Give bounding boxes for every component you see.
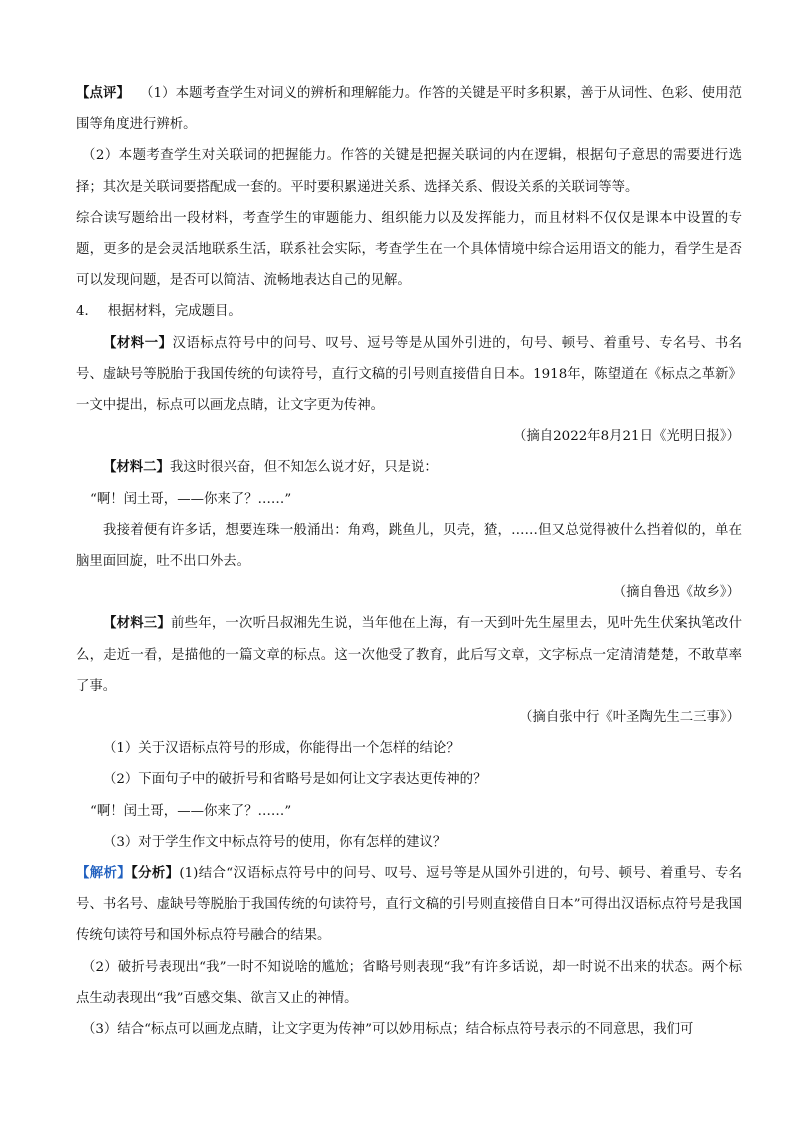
review-tag: 【点评】 (76, 85, 130, 101)
material-2-quote: “啊！闰土哥，——你来了？……” (90, 491, 292, 507)
analysis-paragraph-1 (76, 858, 742, 952)
question-number: 4． (76, 304, 98, 320)
analysis-paragraph-2: （2）破折号表现出“我”一时不知说啥的尴尬；省略号则表现“我”有许多话说，却一时说不出来的状态。两个标点生动表现出“我”百感交集、欲言又止的神情。 (76, 959, 742, 1006)
material-2-label: 【材料二】 (103, 459, 170, 476)
material-3 (76, 608, 742, 702)
analysis-sub-tag: 【分析】 (131, 865, 180, 882)
material-2 (76, 452, 742, 483)
review-text-1: （1）本题考查学生对词义的辨析和理解能力。作答的关键是平时多积累，善于从词性、色彩、使用范围等角度进行辨析。 (76, 86, 742, 133)
review-paragraph-2: （2）本题考查学生对关联词的把握能力。作答的关键是把握关联词的内在逻辑，根据句子意思的需要进行选择；其次是关联词要搭配成一套的。平时要积累递进关系、选择关系、假设关系的关联词等等。 (76, 148, 742, 195)
analysis-paragraph-3: （3）结合“标点可以画龙点睛，让文字更为传神”可以妙用标点；结合标点符号表示的不同意思，我们可 (82, 1022, 694, 1038)
material-1-label: 【材料一】 (103, 334, 173, 351)
analysis-text-1: (1)结合“汉语标点符号中的问号、叹号、逗号等是从国外引进的，句号、顿号、着重号、专名号、书名号、虚缺号等脱胎于我国传统的句读符号，直行文稿的引号则直接借自日本”可得出汉语标点符号是我国传统句读符号和国外标点符号融合的结果。 (76, 866, 743, 944)
question-heading (76, 296, 742, 327)
material-2-source: （摘自鲁迅《故乡》） (612, 585, 740, 601)
question-prompt: 根据材料，完成题目。 (107, 304, 242, 320)
review-paragraph-1 (76, 78, 742, 140)
material-3-label: 【材料三】 (103, 615, 172, 632)
sub-question-1: （1）关于汉语标点符号的形成，你能得出一个怎样的结论？ (103, 741, 460, 757)
material-2-text-2: 我接着便有许多话，想要连珠一般涌出：角鸡，跳鱼儿，贝壳，猹，……但又总觉得被什么挡着似的，单在脑里面回旋，吐不出口外去。 (76, 522, 742, 570)
material-1 (76, 328, 742, 422)
document-page (76, 78, 742, 1045)
material-2-text: 我这时很兴奋，但不知怎么说才好，只是说： (169, 460, 438, 476)
analysis-tag: 【解析】 (76, 865, 132, 882)
material-3-text: 前些年，一次听吕叔湘先生说，当年他在上海，有一天到叶先生屋里去，见叶先生伏案执笔改什么，走近一看，是描他的一篇文章的标点。这一次他受了教育，此后写文章，文字标点一定清清楚楚，不敢草率了事。 (76, 616, 743, 694)
sub-question-2-quote: “啊！闰土哥，——你来了？……” (90, 803, 292, 819)
material-1-source: （摘自2022年8月21日《光明日报》） (512, 429, 740, 445)
review-paragraph-3: 综合读写题给出一段材料，考查学生的审题能力、组织能力以及发挥能力，而且材料不仅仅是课本中设置的专题，更多的是会灵活地联系生活，联系社会实际，考查学生在一个具体情境中综合运用语文的能力，看学生是否可以发现问题，是否可以简洁、流畅地表达自己的见解。 (76, 210, 742, 289)
sub-question-2: （2）下面句子中的破折号和省略号是如何让文字表达更传神的？ (103, 772, 487, 788)
sub-question-3: （3）对于学生作文中标点符号的使用，你有怎样的建议？ (103, 834, 447, 850)
material-3-source: （摘自张中行《叶圣陶先生二三事》） (519, 710, 740, 726)
material-1-text: 汉语标点符号中的问号、叹号、逗号等是从国外引进的，句号、顿号、着重号、专名号、书名号、虚缺号等脱胎于我国传统的句读符号，直行文稿的引号则直接借自日本。1918年，陈望道在《标点之革新》一文中提出，标点可以画龙点睛，让文字更为传神。 (76, 335, 743, 414)
